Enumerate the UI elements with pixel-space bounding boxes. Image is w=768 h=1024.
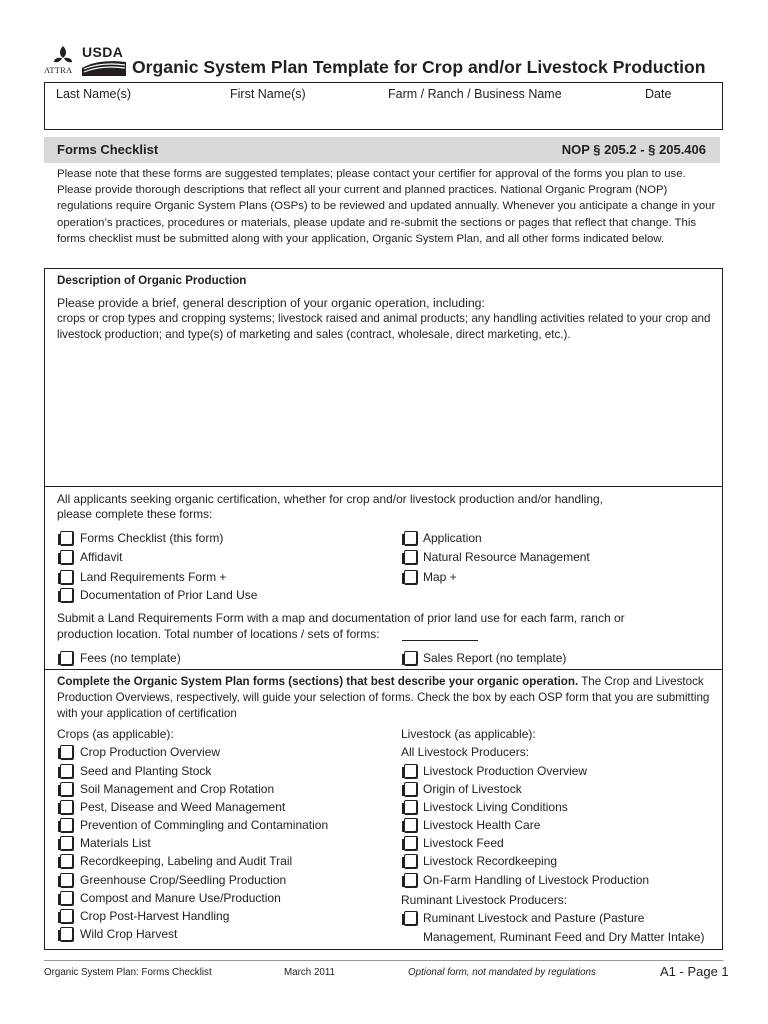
- checkbox-greenhouse[interactable]: [60, 873, 74, 888]
- all-livestock-heading: All Livestock Producers:: [401, 745, 530, 759]
- list-item: Crop Production Overview: [80, 745, 221, 759]
- intro-paragraph: Please note that these forms are suggested templates; please contact your certifier for approval of the forms you plan to use. Please provide thorough descriptions that reflect all your current and planned practices. National Organic Program (NOP) regulations require Organic System Plans (OSPs) to be reviewed and updated annually. Whenever you anticipate a change in your operation’s practices, procedures or materials, please update and re-submit the sections or pages that reflect that change. This forms checklist must be submitted along with your application, Organic System Plan, and all other forms indicated below.: [57, 168, 716, 245]
- list-item: Recordkeeping, Labeling and Audit Trail: [80, 854, 293, 868]
- list-item: Crop Post-Harvest Handling: [80, 909, 230, 923]
- page-title: Organic System Plan Template for Crop and/or Livestock Production: [132, 57, 706, 77]
- all-applicants-text-line1: All applicants seeking organic certification, whether for crop and/or livestock production and/or handling,: [57, 492, 603, 506]
- footer-date: March 2011: [284, 967, 336, 978]
- last-name-label: Last Name(s): [56, 87, 132, 101]
- list-item: Materials List: [80, 836, 151, 850]
- checkbox-on-farm-handling[interactable]: [404, 873, 418, 888]
- checkbox-livestock-recordkeeping[interactable]: [404, 854, 418, 869]
- list-item: Pest, Disease and Weed Management: [80, 800, 286, 814]
- list-item: Livestock Feed: [423, 836, 504, 850]
- description-prompt: Please provide a brief, general description of your organic operation, including:: [57, 296, 485, 310]
- list-item: Map +: [423, 570, 457, 584]
- checkbox-post-harvest[interactable]: [60, 909, 74, 924]
- fees-label: Fees (no template): [80, 651, 181, 665]
- checkbox-fees[interactable]: [60, 651, 74, 666]
- checkbox-wild-crop[interactable]: [60, 927, 74, 942]
- checkbox-application[interactable]: [404, 531, 418, 546]
- checkbox-recordkeeping[interactable]: [60, 854, 74, 869]
- list-item: On-Farm Handling of Livestock Production: [423, 873, 650, 887]
- section-divider: [45, 669, 722, 670]
- osp-instructions-bold: Complete the Organic System Plan forms (sections) that best describe your organic operation.: [57, 675, 579, 688]
- all-applicants-text-line2: please complete these forms:: [57, 507, 213, 521]
- checkbox-prior-land-use[interactable]: [60, 588, 74, 603]
- ruminant-label-line1: Ruminant Livestock and Pasture (Pasture: [423, 911, 645, 925]
- usda-attra-logo: [44, 44, 128, 80]
- list-item: Wild Crop Harvest: [80, 927, 178, 941]
- footer-page-number: A1 - Page 1: [660, 964, 729, 979]
- ruminant-label-line2: Management, Ruminant Feed and Dry Matter Intake): [423, 930, 705, 944]
- checkbox-ruminant-pasture[interactable]: [404, 911, 418, 926]
- list-item: Livestock Recordkeeping: [423, 854, 558, 868]
- checkbox-health-care[interactable]: [404, 818, 418, 833]
- checkbox-commingling[interactable]: [60, 818, 74, 833]
- list-item: Land Requirements Form +: [80, 570, 227, 584]
- list-item: Natural Resource Management: [423, 550, 590, 564]
- checkbox-materials-list[interactable]: [60, 836, 74, 851]
- list-item: Documentation of Prior Land Use: [80, 588, 258, 602]
- livestock-heading: Livestock (as applicable):: [401, 727, 536, 741]
- osp-instructions: [57, 674, 721, 721]
- form-frame: [44, 268, 723, 950]
- usda-logo-text: USDA: [82, 44, 124, 60]
- ruminant-heading: Ruminant Livestock Producers:: [401, 893, 568, 907]
- description-heading: Description of Organic Production: [57, 274, 247, 287]
- checkbox-crop-production-overview[interactable]: [60, 745, 74, 760]
- section-divider: [45, 486, 722, 487]
- list-item: Greenhouse Crop/Seedling Production: [80, 873, 287, 887]
- list-item: Livestock Production Overview: [423, 764, 588, 778]
- forms-checklist-bar: [44, 137, 720, 163]
- checkbox-seed-planting-stock[interactable]: [60, 764, 74, 779]
- leaf-icon: [54, 46, 72, 66]
- checkbox-natural-resource[interactable]: [404, 550, 418, 565]
- osp-instructions-rest: The Crop and Livestock Production Overviews, respectively, will guide your selection of forms. Check the box by each OSP form that you are submitting with your application of certification: [57, 675, 710, 720]
- footer-divider: [44, 960, 723, 961]
- list-item: Compost and Manure Use/Production: [80, 891, 281, 905]
- checkbox-land-requirements[interactable]: [60, 570, 74, 585]
- checkbox-origin-livestock[interactable]: [404, 782, 418, 797]
- footer-form-name: Organic System Plan: Forms Checklist: [44, 967, 212, 978]
- checkbox-affidavit[interactable]: [60, 550, 74, 565]
- first-name-label: First Name(s): [230, 87, 306, 101]
- checkbox-livestock-overview[interactable]: [404, 764, 418, 779]
- checkbox-livestock-feed[interactable]: [404, 836, 418, 851]
- forms-checklist-title: Forms Checklist: [57, 142, 159, 157]
- applicant-info-box[interactable]: [44, 82, 723, 130]
- checkbox-soil-management[interactable]: [60, 782, 74, 797]
- footer-note: Optional form, not mandated by regulations: [408, 967, 596, 978]
- list-item: Origin of Livestock: [423, 782, 522, 796]
- checkbox-forms-checklist[interactable]: [60, 531, 74, 546]
- description-details: crops or crop types and cropping systems; livestock raised and animal products; any handling activities related to your crop and livestock production; and type(s) of marketing and sales (contract, wholesale, direct marketing, etc.).: [57, 312, 711, 341]
- list-item: Livestock Health Care: [423, 818, 541, 832]
- submit-instructions-line1: Submit a Land Requirements Form with a map and documentation of prior land use for each farm, ranch or: [57, 611, 625, 625]
- checkbox-compost-manure[interactable]: [60, 891, 74, 906]
- page-header: [44, 44, 734, 80]
- list-item: Affidavit: [80, 550, 123, 564]
- crops-heading: Crops (as applicable):: [57, 727, 174, 741]
- description-answer-area[interactable]: [53, 345, 713, 481]
- attra-logo-text: ATTRA: [44, 65, 73, 75]
- sales-report-label: Sales Report (no template): [423, 651, 567, 665]
- date-label: Date: [645, 87, 672, 101]
- nop-reference: NOP § 205.2 - § 205.406: [561, 142, 706, 157]
- farm-name-label: Farm / Ranch / Business Name: [388, 87, 562, 101]
- locations-count-field[interactable]: [402, 640, 478, 641]
- list-item: Livestock Living Conditions: [423, 800, 568, 814]
- list-item: Soil Management and Crop Rotation: [80, 782, 275, 796]
- list-item: Seed and Planting Stock: [80, 764, 212, 778]
- submit-instructions-line2: production location. Total number of locations / sets of forms:: [57, 627, 380, 641]
- list-item: Application: [423, 531, 482, 545]
- list-item: Prevention of Commingling and Contamination: [80, 818, 329, 832]
- checkbox-sales-report[interactable]: [404, 651, 418, 666]
- checkbox-living-conditions[interactable]: [404, 800, 418, 815]
- usda-swoosh-icon: [82, 60, 126, 76]
- checkbox-map[interactable]: [404, 570, 418, 585]
- list-item: Forms Checklist (this form): [80, 531, 224, 545]
- checkbox-pest-disease-weed[interactable]: [60, 800, 74, 815]
